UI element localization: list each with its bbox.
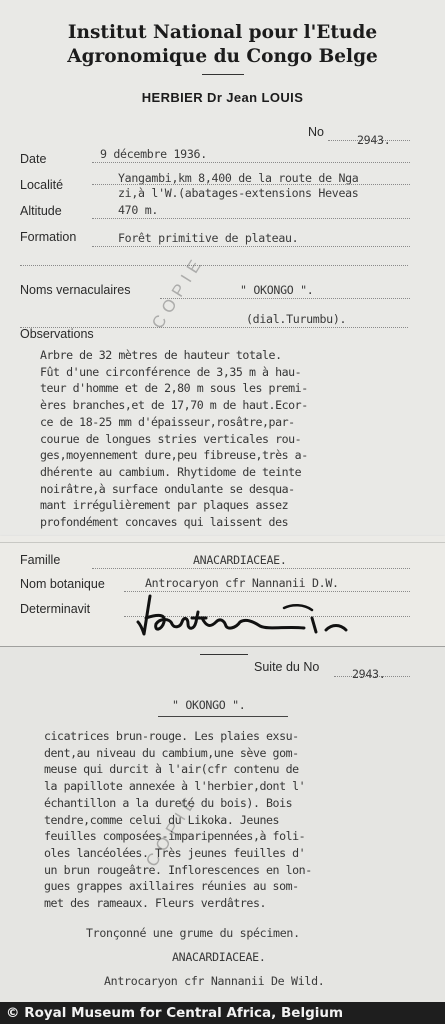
continuation-rule	[200, 654, 248, 655]
observations-line: courue de longues stries verticales rou-	[40, 431, 302, 446]
continuation-sheet	[0, 646, 445, 1002]
date-label: Date	[20, 152, 47, 166]
famille-label: Famille	[20, 553, 61, 567]
noms-vernaculaires-label: Noms vernaculaires	[20, 283, 131, 297]
title-underline	[158, 716, 288, 717]
continuation-line: cicatrices brun-rouge. Les plaies exsu-	[44, 729, 299, 743]
observations-label: Observations	[20, 327, 94, 341]
altitude-label: Altitude	[20, 204, 62, 218]
continuation-line: tendre,comme celui du Likoka. Jeunes	[44, 812, 280, 827]
determinavit-label: Determinavit	[20, 602, 91, 616]
localite-dotline	[92, 184, 410, 185]
observations-line: ges,moyennement dure,peu fibreuse,très a-	[40, 448, 308, 463]
famille-value: ANACARDIACEAE.	[193, 553, 287, 567]
continuation-line: gues grappes axillaires réunies au som-	[44, 879, 299, 894]
nom-botanique-label: Nom botanique	[20, 577, 105, 591]
observations-line: Fût d'une circonférence de 3,35 m à hau-	[40, 364, 302, 379]
dialect-value: (dial.Turumbu).	[246, 312, 347, 326]
noms-vernaculaires-value: " OKONGO ".	[240, 283, 314, 297]
formation-dotline	[92, 246, 410, 247]
suite-label: Suite du No	[254, 660, 320, 674]
localite-label: Localité	[20, 178, 64, 192]
observations-line: ères branches,et de 17,70 m de haut.Ecor-	[40, 398, 308, 413]
copyright-footer: © Royal Museum for Central Africa, Belgium	[0, 1002, 445, 1024]
continuation-famille: ANACARDIACEAE.	[172, 950, 266, 964]
date-value: 9 décembre 1936.	[100, 147, 207, 161]
institute-title-line1: Institut National pour l'Etude	[67, 22, 378, 43]
observations-line: profondément concaves qui laissent des	[40, 515, 289, 530]
copie-stamp-2: COPIE	[142, 789, 203, 871]
signature-image	[136, 588, 366, 642]
observations-line: ce de 18-25 mm d'épaisseur,rosâtre,par-	[40, 414, 295, 429]
nom-botanique-value: Antrocaryon cfr Nannanii D.W.	[145, 576, 339, 590]
continuation-title: " OKONGO ".	[172, 698, 246, 712]
continuation-line: échantillon a la dureté du bois). Bois	[44, 795, 293, 810]
sheet-divider	[0, 646, 445, 647]
tronconne-note: Tronçonné une grume du spécimen.	[86, 926, 300, 940]
famille-dotline	[92, 568, 410, 569]
suite-value: 2943.	[352, 667, 386, 681]
observations-line: mant irrégulièrement par plaques assez	[40, 498, 289, 513]
continuation-line: met des rameaux. Fleurs verdâtres.	[44, 896, 267, 911]
noms-dotline	[160, 298, 410, 299]
observations-line: Arbre de 32 mètres de hauteur totale.	[40, 348, 282, 362]
continuation-line: dent,au niveau du cambium,une sève gom-	[44, 745, 299, 760]
observations-line: teur d'homme et de 2,80 m sous les premi-	[40, 381, 308, 396]
formation-value: Forêt primitive de plateau.	[118, 231, 299, 245]
continuation-line: oles lancéolées. Très jeunes feuilles d'	[44, 845, 306, 860]
observations-text	[40, 347, 440, 531]
institute-title-line2: Agronomique du Congo Belge	[67, 46, 378, 67]
observations-line: dhérente au cambium. Rhytidome de teinte	[40, 464, 302, 479]
determination-slip	[0, 536, 445, 648]
continuation-line: feuilles composées-imparipennées,à foli-	[44, 829, 306, 844]
formation-label: Formation	[20, 230, 77, 244]
number-label: No	[308, 125, 324, 139]
observations-line: noirâtre,à surface ondulante se desqua-	[40, 481, 295, 496]
copie-stamp: COPIE	[148, 251, 209, 333]
altitude-dotline	[92, 218, 410, 219]
continuation-line: un brun rougeâtre. Inflorescences en lon-	[44, 862, 312, 877]
herbier-title: HERBIER Dr Jean LOUIS	[141, 90, 304, 105]
localite-line2: zi,à l'W.(abatages-extensions Heveas	[118, 186, 359, 200]
continuation-botanique: Antrocaryon cfr Nannanii De Wild.	[104, 974, 325, 988]
localite-line1: Yangambi,km 8,400 de la route de Nga	[118, 171, 359, 185]
continuation-line: meuse qui durcit à l'air(cfr contenu de	[44, 762, 299, 777]
continuation-line: la papillote annexée à l'herbier,dont l'	[44, 779, 306, 794]
continuation-text	[44, 728, 440, 912]
number-value: 2943.	[357, 133, 391, 147]
header-rule	[202, 74, 244, 75]
date-dotline	[92, 162, 410, 163]
blank-dotline	[20, 265, 408, 266]
slip-edge	[0, 542, 445, 543]
altitude-value: 470 m.	[118, 203, 159, 217]
